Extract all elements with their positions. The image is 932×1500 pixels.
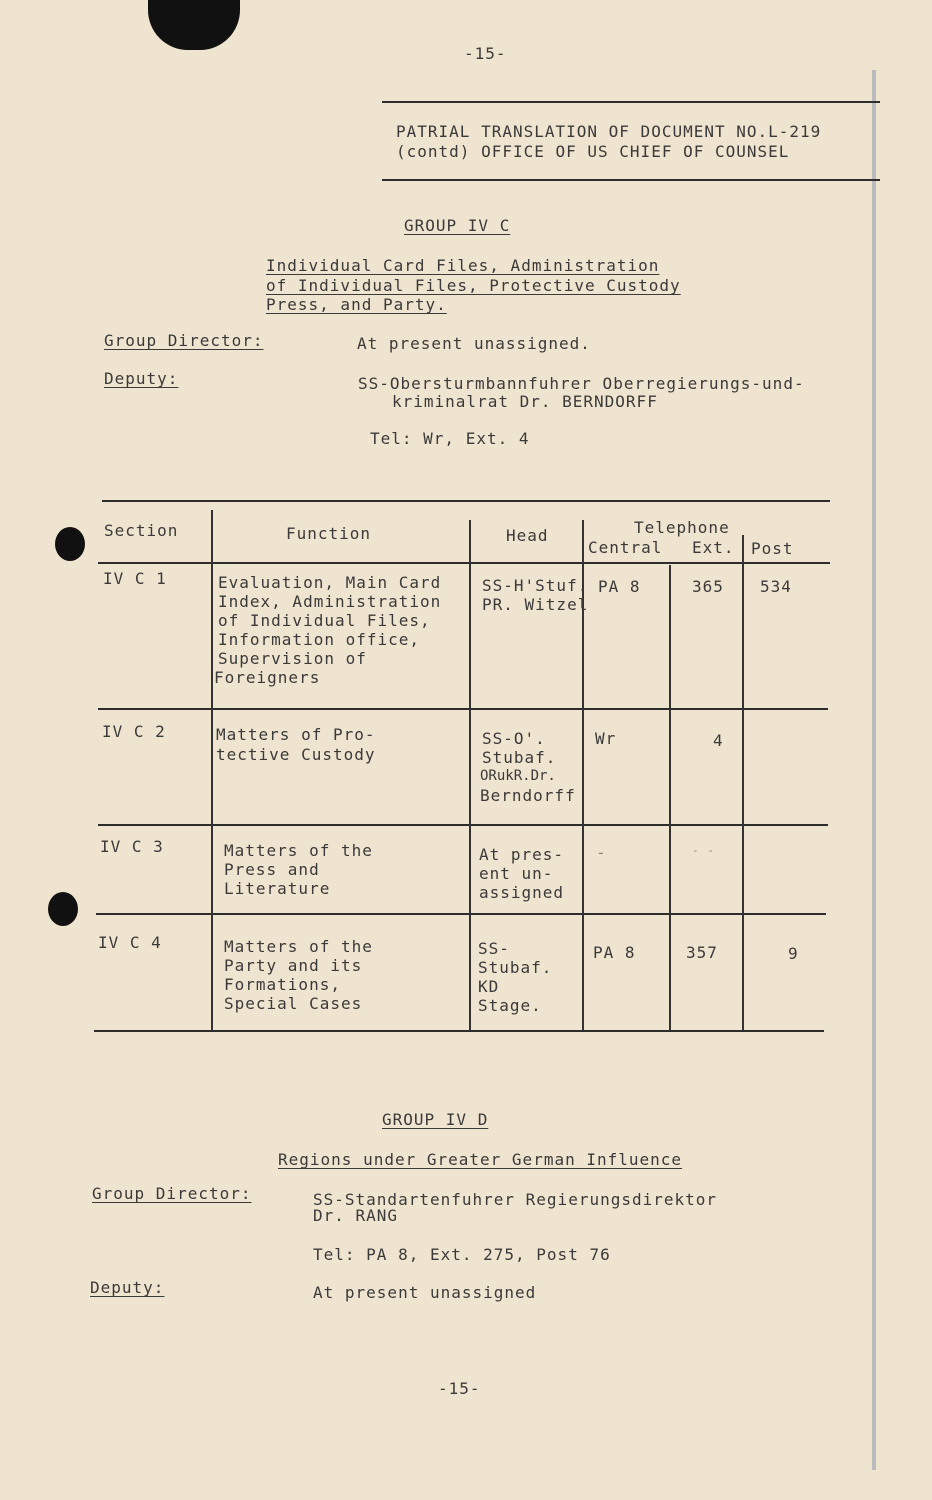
row2-ext: 4	[713, 731, 724, 750]
group-d-title: GROUP IV D	[382, 1110, 489, 1129]
header-ext: Ext.	[692, 538, 735, 557]
row2-function-1: Matters of Pro-	[216, 725, 376, 744]
group-c-title: GROUP IV C	[404, 216, 511, 235]
row4-function-4: Special Cases	[224, 994, 363, 1013]
punch-hole-top	[148, 0, 240, 50]
row3-central: -	[596, 843, 607, 862]
group-c-deputy-label: Deputy:	[104, 369, 179, 388]
page-number-top: -15-	[464, 44, 507, 63]
header-rule-top	[382, 101, 880, 103]
row1-head-1: SS-H'Stuf.	[482, 576, 589, 595]
row3-head-2: ent un-	[479, 864, 554, 883]
group-c-subtitle-1: Individual Card Files, Administration	[266, 256, 660, 275]
header-section: Section	[104, 521, 179, 540]
row1-post: 534	[760, 577, 792, 596]
row3-function-2: Press and	[224, 860, 320, 879]
header-head: Head	[506, 526, 549, 545]
group-d-tel: Tel: PA 8, Ext. 275, Post 76	[313, 1245, 611, 1264]
group-d-deputy-label: Deputy:	[90, 1278, 165, 1297]
group-c-director-value: At present unassigned.	[357, 334, 591, 353]
row3-function-1: Matters of the	[224, 841, 373, 860]
header-post: Post	[751, 539, 794, 558]
table-rule-bottom	[94, 1030, 824, 1032]
row4-function-3: Formations,	[224, 975, 341, 994]
table-rule-row2	[98, 824, 828, 826]
row1-function-1: Evaluation, Main Card	[218, 573, 442, 592]
header-line-1: PATRIAL TRANSLATION OF DOCUMENT NO.L-219	[396, 122, 822, 141]
page-number-bottom: -15-	[438, 1379, 481, 1398]
group-c-subtitle-3: Press, and Party.	[266, 295, 447, 314]
col-line-2	[469, 520, 471, 1030]
row1-ext: 365	[692, 577, 724, 596]
group-c-tel: Tel: Wr, Ext. 4	[370, 429, 530, 448]
group-d-director-value-1: SS-Standartenfuhrer Regierungsdirektor	[313, 1190, 718, 1209]
group-c-director-label: Group Director:	[104, 331, 264, 350]
col-line-4	[669, 565, 671, 1030]
header-line-2: (contd) OFFICE OF US CHIEF OF COUNSEL	[396, 142, 790, 161]
group-c-deputy-value-2: kriminalrat Dr. BERNDORFF	[392, 392, 658, 411]
row1-central: PA 8	[598, 577, 641, 596]
header-rule-bottom	[382, 179, 880, 181]
row1-function-4: Information office,	[218, 630, 421, 649]
row2-head-3: ORukR.Dr.	[480, 768, 556, 784]
row4-central: PA 8	[593, 943, 636, 962]
table-rule-row1	[98, 708, 828, 710]
row3-head-1: At pres-	[479, 845, 565, 864]
row4-head-3: KD	[478, 977, 500, 996]
row4-function-1: Matters of the	[224, 937, 373, 956]
row4-head-4: Stage.	[478, 996, 542, 1015]
header-central: Central	[588, 538, 663, 557]
row2-head-2: Stubaf.	[482, 748, 557, 767]
row1-section: IV C 1	[103, 569, 167, 588]
punch-hole-low	[48, 892, 78, 926]
row1-function-3: of Individual Files,	[218, 611, 431, 630]
row4-post: 9	[788, 944, 799, 963]
group-c-deputy-value-1: SS-Obersturmbannfuhrer Oberregierungs-und-	[358, 374, 805, 393]
col-line-5	[742, 535, 744, 1030]
row2-head-4: Berndorff	[480, 786, 576, 805]
table-rule-top	[102, 500, 830, 502]
row2-central: Wr	[595, 729, 617, 748]
header-function: Function	[286, 524, 372, 543]
row3-section: IV C 3	[100, 837, 164, 856]
row2-section: IV C 2	[102, 722, 166, 741]
table-rule-header	[98, 562, 830, 564]
header-telephone: Telephone	[634, 518, 730, 537]
col-line-1	[211, 510, 213, 1030]
row4-ext: 357	[686, 943, 718, 962]
row4-head-2: Stubaf.	[478, 958, 553, 977]
row3-function-3: Literature	[224, 879, 331, 898]
group-d-subtitle: Regions under Greater German Influence	[278, 1150, 683, 1169]
row1-function-5: Supervision of	[218, 649, 367, 668]
row3-ext: - -	[692, 844, 715, 857]
paper-edge	[872, 70, 876, 1470]
group-d-director-label: Group Director:	[92, 1184, 252, 1203]
row1-function-6: Foreigners	[214, 668, 321, 687]
row1-function-2: Index, Administration	[218, 592, 442, 611]
row2-head-1: SS-O'.	[482, 729, 546, 748]
row1-head-2: PR. Witzel	[482, 595, 589, 614]
row4-section: IV C 4	[98, 933, 162, 952]
group-c-subtitle-2: of Individual Files, Protective Custody	[266, 276, 681, 295]
punch-hole-mid	[55, 527, 85, 561]
group-d-director-value-2: Dr. RANG	[313, 1206, 399, 1225]
row4-function-2: Party and its	[224, 956, 363, 975]
row4-head-1: SS-	[478, 939, 510, 958]
row3-head-3: assigned	[479, 883, 565, 902]
group-d-deputy-value: At present unassigned	[313, 1283, 537, 1302]
row2-function-2: tective Custody	[216, 745, 376, 764]
table-rule-row3	[96, 913, 826, 915]
